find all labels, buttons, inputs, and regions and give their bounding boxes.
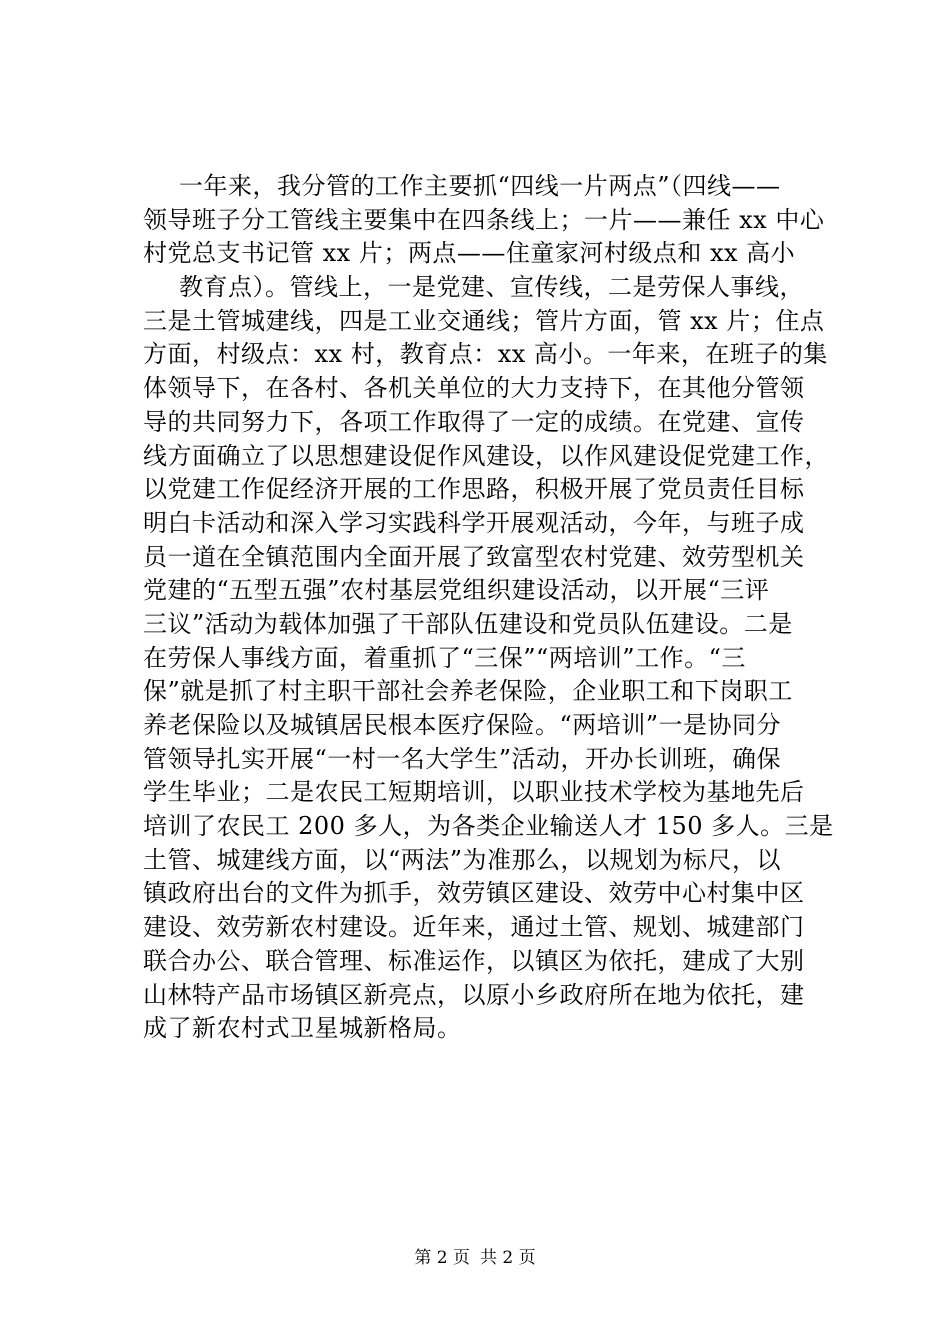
text-line: 员一道在全镇范围内全面开展了致富型农村党建、效劳型机关 bbox=[143, 542, 805, 571]
text-line: 培训了农民工 200 多人，为各类企业输送人才 150 多人。三是 bbox=[143, 812, 834, 841]
page-number: 第 2 页 bbox=[414, 1248, 470, 1268]
page-footer bbox=[0, 1243, 950, 1268]
text-line: 在劳保人事线方面，着重抓了“三保”“两培训”工作。“三 bbox=[143, 643, 746, 672]
text-line: 体领导下，在各村、各机关单位的大力支持下，在其他分管领 bbox=[143, 374, 805, 403]
text-line: 建设、效劳新农村建设。近年来，通过土管、规划、城建部门 bbox=[143, 913, 805, 942]
text-line: 管领导扎实开展“一村一名大学生”活动，开办长训班，确保 bbox=[143, 744, 782, 773]
text-line: 三议”活动为载体加强了干部队伍建设和党员队伍建设。二是 bbox=[143, 609, 793, 638]
text-line: 土管、城建线方面，以“两法”为准那么，以规划为标尺，以 bbox=[143, 845, 782, 874]
body-paragraph bbox=[143, 170, 843, 1046]
text-line: 学生毕业；二是农民工短期培训，以职业技术学校为基地先后 bbox=[143, 778, 805, 807]
text-line: 村党总支书记管 xx 片；两点——住童家河村级点和 xx 高小 bbox=[143, 239, 796, 268]
text-line: 镇政府出台的文件为抓手，效劳镇区建设、效劳中心村集中区 bbox=[143, 879, 805, 908]
text-line: 方面，村级点：xx 村，教育点：xx 高小。一年来，在班子的集 bbox=[143, 340, 828, 369]
text-line: 导的共同努力下，各项工作取得了一定的成绩。在党建、宣传 bbox=[143, 407, 805, 436]
text-line: 山林特产品市场镇区新亮点，以原小乡政府所在地为依托，建 bbox=[143, 980, 805, 1009]
text-line: 明白卡活动和深入学习实践科学开展观活动，今年，与班子成 bbox=[143, 508, 805, 537]
text-line: 三是土管城建线，四是工业交通线；管片方面，管 xx 片；住点 bbox=[143, 306, 825, 335]
text-line: 党建的“五型五强”农村基层党组织建设活动，以开展“三评 bbox=[143, 576, 770, 605]
page-total: 共 2 页 bbox=[480, 1248, 536, 1268]
text-line: 成了新农村式卫星城新格局。 bbox=[143, 1014, 462, 1043]
text-line: 保”就是抓了村主职干部社会养老保险，企业职工和下岗职工 bbox=[143, 677, 793, 706]
text-line: 领导班子分工管线主要集中在四条线上；一片——兼任 xx 中心 bbox=[143, 205, 825, 234]
text-line: 以党建工作促经济开展的工作思路，积极开展了党员责任目标 bbox=[143, 475, 805, 504]
text-line: 联合办公、联合管理、标准运作，以镇区为依托，建成了大别 bbox=[143, 946, 805, 975]
text-line: 养老保险以及城镇居民根本医疗保险。“两培训”一是协同分 bbox=[143, 711, 782, 739]
text-line: 教育点）。管线上，一是党建、宣传线，二是劳保人事线， bbox=[179, 273, 804, 302]
text-line: 线方面确立了以思想建设促作风建设，以作风建设促党建工作， bbox=[143, 441, 829, 470]
text-line: 一年来，我分管的工作主要抓“四线一片两点”（四线—— bbox=[179, 172, 781, 200]
